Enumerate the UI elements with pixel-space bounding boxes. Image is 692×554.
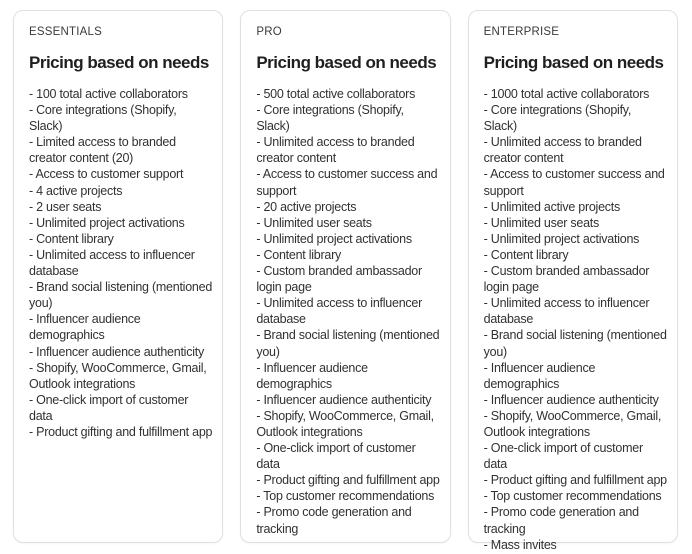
feature-item: - Brand social listening (mentioned you): [29, 280, 213, 311]
feature-item: - One-click import of customer data: [256, 441, 416, 472]
feature-item: - Access to customer success and support: [256, 167, 438, 198]
plan-tier-label: ENTERPRISE: [483, 26, 560, 38]
feature-item: - Influencer audience demographics: [29, 312, 141, 343]
feature-item: - One-click import of customer data: [29, 392, 189, 423]
feature-item: - Brand social listening (mentioned you): [483, 328, 667, 359]
feature-item: - 500 total active collaborators: [256, 87, 416, 101]
feature-item: - Core integrations (Shopify, Slack): [29, 103, 177, 134]
plan-tier-label: ESSENTIALS: [29, 26, 102, 38]
plan-tier-label: PRO: [256, 26, 282, 38]
feature-item: - Influencer audience demographics: [256, 360, 368, 391]
pricing-card-pro: [240, 10, 450, 543]
feature-item: - Influencer audience authenticity: [256, 392, 432, 407]
feature-item: - Top customer recommendations: [256, 489, 435, 504]
feature-item: - 100 total active collaborators: [29, 87, 188, 101]
pricing-card-essentials: [13, 10, 223, 543]
feature-item: - Influencer audience authenticity: [483, 392, 659, 407]
feature-item: - Unlimited user seats: [256, 215, 372, 230]
feature-item: - Unlimited project activations: [483, 231, 640, 246]
feature-item: - Core integrations (Shopify, Slack): [256, 103, 404, 134]
feature-item: - Unlimited access to influencer database: [29, 247, 195, 279]
feature-item: - Unlimited project activations: [29, 215, 185, 230]
feature-item: - Promo code generation and tracking: [256, 505, 412, 536]
feature-item: - Top customer recommendations: [483, 489, 662, 504]
feature-item: - Unlimited access to branded creator content: [483, 135, 642, 166]
feature-item: - Product gifting and fulfillment app: [29, 424, 213, 439]
feature-item: - Unlimited active projects: [483, 199, 621, 214]
feature-item: - Unlimited access to influencer database: [483, 296, 650, 327]
feature-item: - Shopify, WooCommerce, Gmail, Outlook integrations: [483, 408, 662, 439]
feature-item: - 2 user seats: [29, 199, 102, 214]
feature-item: - Custom branded ambassador login page: [256, 264, 422, 295]
plan-heading: Pricing based on needs: [483, 53, 664, 72]
feature-item: - Core integrations (Shopify, Slack): [483, 103, 632, 134]
feature-item: - Unlimited user seats: [483, 215, 600, 230]
feature-item: - Brand social listening (mentioned you): [256, 328, 440, 359]
feature-item: - Shopify, WooCommerce, Gmail, Outlook integrations: [256, 408, 434, 439]
feature-item: - 1000 total active collaborators: [483, 87, 650, 101]
feature-item: - Influencer audience demographics: [483, 360, 596, 391]
feature-item: - Promo code generation and tracking: [483, 505, 639, 536]
feature-item: - Access to customer support: [29, 167, 184, 182]
feature-list: [484, 86, 667, 553]
feature-list: [29, 86, 212, 440]
feature-item: - Unlimited project activations: [256, 231, 412, 246]
plan-heading: Pricing based on needs: [29, 53, 209, 72]
feature-item: - Mass invites: [483, 537, 557, 552]
feature-item: - Unlimited access to influencer database: [256, 296, 423, 327]
feature-item: - Custom branded ambassador login page: [483, 264, 650, 295]
feature-item: - One-click import of customer data: [483, 441, 643, 472]
feature-item: - Product gifting and fulfillment app: [483, 473, 667, 488]
feature-item: - Shopify, WooCommerce, Gmail, Outlook integrations: [29, 360, 207, 391]
feature-item: - Limited access to branded creator content (20): [29, 135, 176, 166]
feature-item: - 4 active projects: [29, 183, 123, 198]
feature-list: [256, 86, 439, 537]
feature-item: - 20 active projects: [256, 199, 357, 214]
feature-item: - Product gifting and fulfillment app: [256, 473, 440, 488]
feature-item: - Content library: [256, 247, 342, 262]
feature-item: - Access to customer success and support: [483, 167, 665, 198]
plan-heading: Pricing based on needs: [256, 53, 437, 72]
feature-item: - Content library: [29, 231, 114, 246]
pricing-card-enterprise: [468, 10, 678, 552]
feature-item: - Unlimited access to branded creator content: [256, 135, 415, 166]
feature-item: - Content library: [483, 247, 569, 262]
feature-item: - Influencer audience authenticity: [29, 344, 204, 359]
